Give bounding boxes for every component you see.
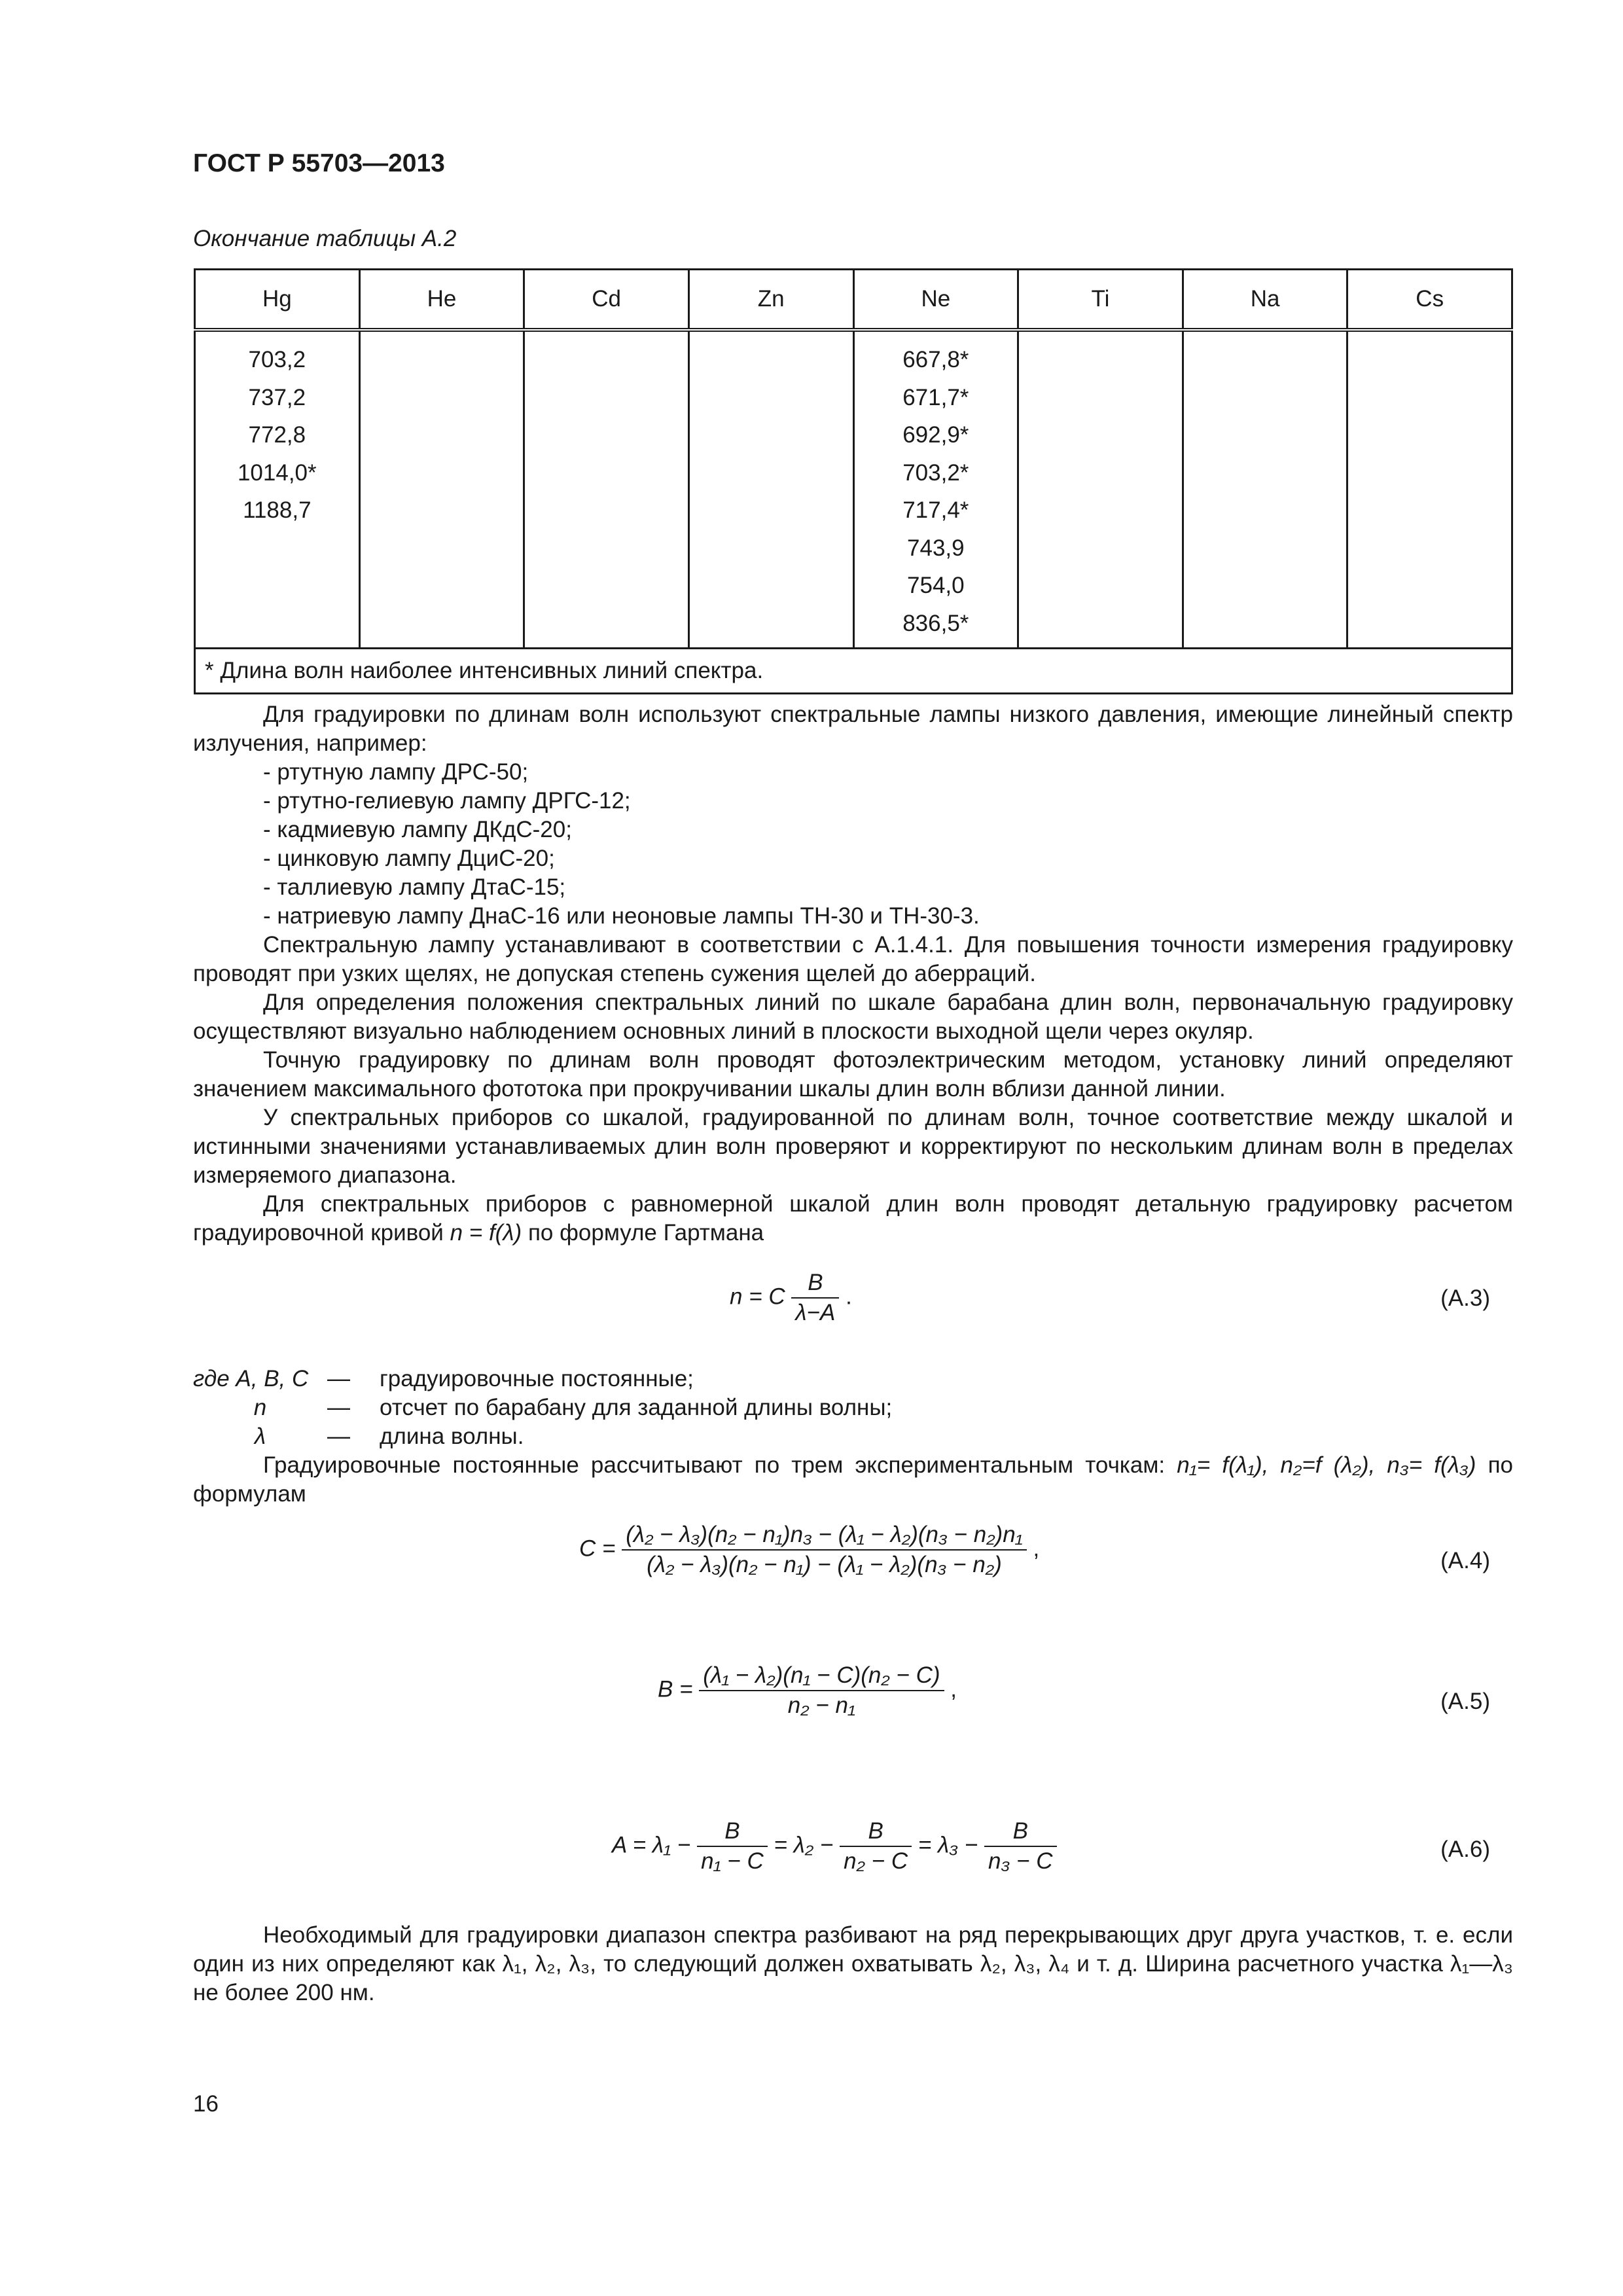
- body-paragraph: Точную градуировку по длинам волн проводят фотоэлектрическим методом, установку линий определяют значением максимального фототока при прокручивании шкалы длин волн вблизи данной линии.: [193, 1047, 1513, 1102]
- definition-row: [193, 1393, 892, 1422]
- constants-section: [193, 1451, 1513, 1509]
- equation-a3-numerator: B: [791, 1270, 839, 1299]
- column-header-na: Na: [1183, 270, 1347, 331]
- lamp-list-item: - натриевую лампу ДнаС-16 или неоновые лампы ТН-30 и ТН-30-3.: [263, 903, 980, 929]
- equation-a6-part: = λ₂ −: [774, 1832, 834, 1858]
- definition-dash: —: [327, 1424, 350, 1449]
- equation-a6-part: A = λ₁ −: [612, 1832, 691, 1858]
- equation-a6-numerator: B: [697, 1818, 768, 1847]
- definition-row: [193, 1422, 892, 1451]
- final-paragraph: Необходимый для градуировки диапазон спектра разбивают на ряд перекрывающих друг друга участков, т. е. если один из них определяют как λ₁, λ₂, λ₃, то следующий должен охватывать λ₂, λ₃, λ₄ и т. д. Ширина расчетного участка λ₁—λ₃ не более 200 нм.: [193, 1922, 1513, 2005]
- hg-values-cell: 703,2 737,2 772,8 1014,0* 1188,7: [195, 330, 360, 649]
- equation-a6-part: = λ₃ −: [918, 1832, 978, 1858]
- symbol-definitions: [193, 1365, 892, 1451]
- equation-a4-numerator: (λ₂ − λ₃)(n₂ − n₁)n₃ − (λ₁ − λ₂)(n₃ − n₂)n₁: [622, 1522, 1027, 1551]
- equation-a3-fraction: [791, 1270, 839, 1326]
- definition-row: [193, 1365, 892, 1393]
- intro-paragraph: Для градуировки по длинам волн используют спектральные лампы низкого давления, имеющие линейный спектр излучения, например:: [193, 702, 1513, 756]
- equation-a6-denominator: n₃ − C: [988, 1848, 1053, 1874]
- equation-a6-denominator: n₁ − C: [701, 1848, 764, 1874]
- table-body-row: [195, 330, 1512, 649]
- equation-a5: [193, 1662, 1513, 1748]
- equation-a6-denominator: n₂ − C: [844, 1848, 908, 1874]
- equation-a4-tail: ,: [1033, 1535, 1040, 1562]
- definition-dash: —: [327, 1366, 350, 1391]
- document-header: ГОСТ Р 55703—2013: [193, 149, 445, 177]
- body-paragraph: Для определения положения спектральных линий по шкале барабана длин волн, первоначальную градуировку осуществляют визуально наблюдением основных линий в плоскости выходной щели через окуляр.: [193, 990, 1513, 1044]
- body-paragraph: У спектральных приборов со шкалой, градуированной по длинам волн, точное соответствие между шкалой и истинными значениями устанавливаемых длин волн проверяют и корректируют по нескольким длинам волн в пределах измеряемого диапазона.: [193, 1105, 1513, 1188]
- zn-values-cell: [688, 330, 853, 649]
- equation-a3: [193, 1270, 1513, 1335]
- lamp-list-item: - таллиевую лампу ДтаС-15;: [263, 874, 566, 900]
- equation-a5-fraction: [699, 1662, 944, 1719]
- equation-a6-fraction: [697, 1818, 768, 1874]
- equation-a6-numerator: B: [984, 1818, 1057, 1847]
- cs-values-cell: [1347, 330, 1512, 649]
- hartmann-function: n = f(λ): [450, 1220, 522, 1246]
- body-paragraph: Спектральную лампу устанавливают в соответствии с А.1.4.1. Для повышения точности измерения градуировку проводят при узких щелях, не допуская степень сужения щелей до аберраций.: [193, 932, 1513, 986]
- hartmann-intro-suffix: по формуле Гартмана: [527, 1220, 764, 1246]
- table-footnote: * Длина волн наиболее интенсивных линий спектра.: [195, 649, 1512, 694]
- definition-symbol: λ: [254, 1424, 266, 1449]
- body-text-section: [193, 700, 1513, 1247]
- column-header-he: He: [359, 270, 524, 331]
- definition-text: отсчет по барабану для заданной длины волны;: [380, 1395, 893, 1420]
- equation-a6-fraction: [984, 1818, 1057, 1874]
- equation-a6-numerator: B: [840, 1818, 912, 1847]
- column-header-ne: Ne: [853, 270, 1018, 331]
- lamp-list-item: - цинковую лампу ДциС-20;: [263, 846, 555, 871]
- he-values-cell: [359, 330, 524, 649]
- equation-a4-number: (А.4): [1440, 1548, 1490, 1573]
- page-number: 16: [193, 2091, 219, 2117]
- hartmann-intro-text: Для спектральных приборов с равномерной шкалой длин волн проводят детальную градуировку расчетом градуировочной кривой: [193, 1191, 1513, 1246]
- na-values-cell: [1183, 330, 1347, 649]
- table-header-row: [195, 270, 1512, 331]
- definition-symbol: где A, B, C: [193, 1366, 309, 1391]
- equation-a4: [193, 1522, 1513, 1607]
- equation-a3-denominator: λ−A: [795, 1300, 836, 1325]
- equation-a4-fraction: [622, 1522, 1027, 1578]
- lamp-list-item: - кадмиевую лампу ДКдС-20;: [263, 817, 572, 842]
- equation-a4-lhs: C =: [579, 1535, 616, 1562]
- definition-text: длина волны.: [380, 1424, 524, 1449]
- calibration-points: n₁= f(λ₁), n₂=f (λ₂), n₃= f(λ₃): [1177, 1452, 1476, 1478]
- column-header-hg: Hg: [195, 270, 360, 331]
- equation-a5-lhs: B =: [658, 1676, 693, 1702]
- lamp-list-item: - ртутную лампу ДРС-50;: [263, 759, 529, 785]
- column-header-zn: Zn: [688, 270, 853, 331]
- equation-a5-denominator: n₂ − n₁: [787, 1693, 856, 1718]
- column-header-ti: Ti: [1018, 270, 1183, 331]
- lamp-list-item: - ртутно-гелиевую лампу ДРГС-12;: [263, 788, 631, 814]
- equation-a5-numerator: (λ₁ − λ₂)(n₁ − C)(n₂ − C): [699, 1662, 944, 1691]
- column-header-cs: Cs: [1347, 270, 1512, 331]
- cd-values-cell: [524, 330, 689, 649]
- definition-symbol: n: [253, 1395, 267, 1420]
- equation-a3-number: (А.3): [1440, 1285, 1490, 1311]
- equation-a3-tail: .: [846, 1283, 852, 1310]
- equation-a6: [193, 1818, 1513, 1897]
- equation-a5-tail: ,: [950, 1676, 957, 1702]
- constants-paragraph: [193, 1451, 1513, 1509]
- ti-values-cell: [1018, 330, 1183, 649]
- spectral-lines-table: [194, 268, 1513, 694]
- ne-values-cell: 667,8* 671,7* 692,9* 703,2* 717,4* 743,9 754,0 836,5*: [853, 330, 1018, 649]
- definition-dash: —: [327, 1395, 350, 1420]
- constants-text: Градуировочные постоянные рассчитывают по трем экспериментальным точкам:: [263, 1452, 1166, 1478]
- equation-a3-lhs: n = C: [730, 1283, 785, 1310]
- column-header-cd: Cd: [524, 270, 689, 331]
- definition-text: градуировочные постоянные;: [380, 1366, 694, 1391]
- constants-suffix: по формулам: [193, 1452, 1513, 1507]
- hartmann-intro-paragraph: [193, 1190, 1513, 1247]
- equation-a4-denominator: (λ₂ − λ₃)(n₂ − n₁) − (λ₁ − λ₂)(n₃ − n₂): [647, 1552, 1002, 1577]
- equation-a6-fraction: [840, 1818, 912, 1874]
- table-caption: Окончание таблицы А.2: [193, 226, 457, 251]
- equation-a6-number: (А.6): [1440, 1837, 1490, 1862]
- equation-a5-number: (А.5): [1440, 1689, 1490, 1714]
- final-section: [193, 1921, 1513, 2007]
